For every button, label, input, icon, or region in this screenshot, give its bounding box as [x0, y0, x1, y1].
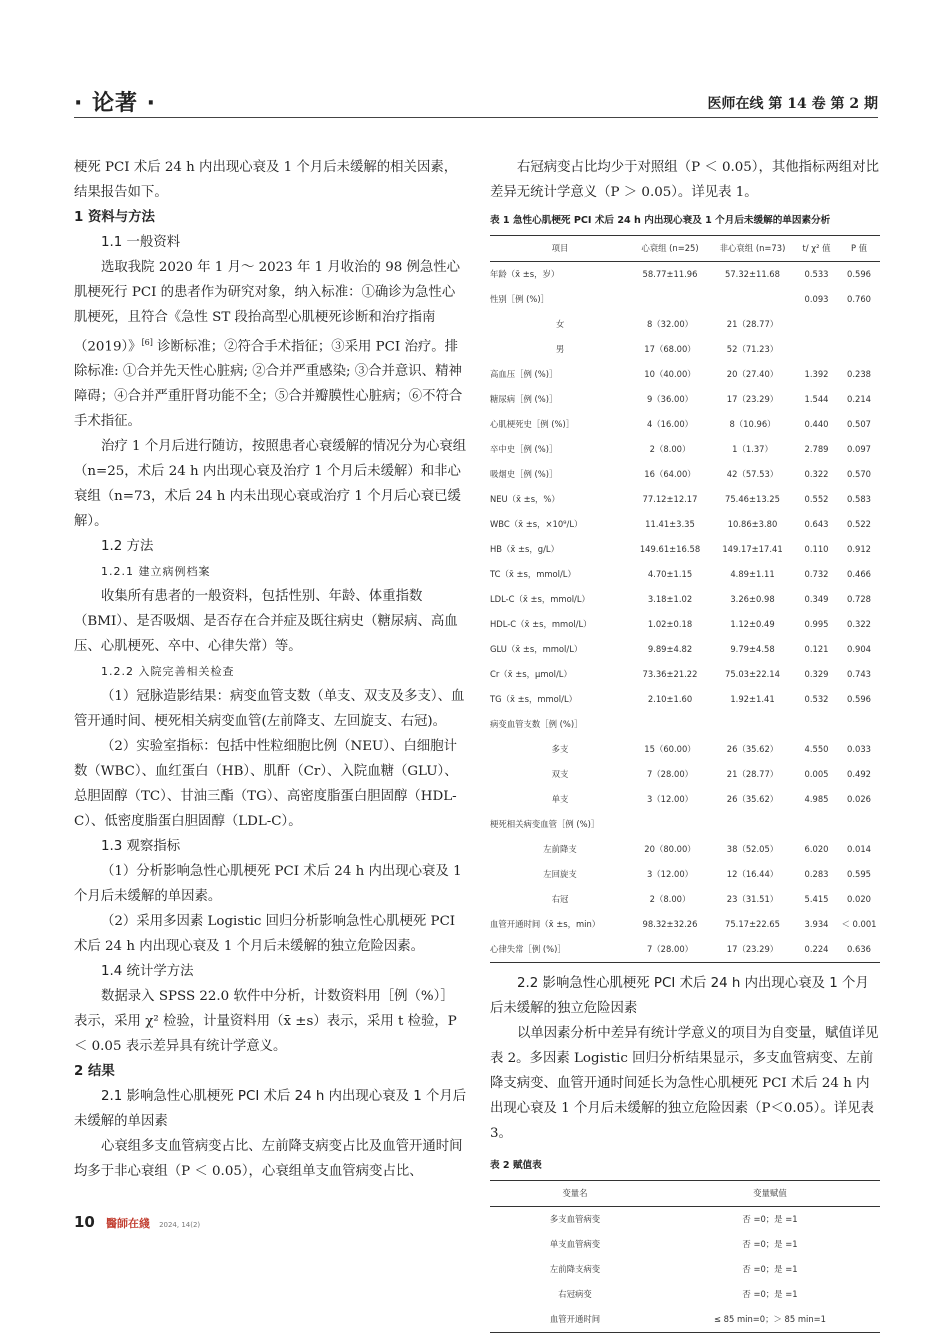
table1-cell: 8（32.00） [646, 319, 694, 329]
table1-cell: 0.596 [847, 694, 871, 704]
table1-cell: 梗死相关病变血管［例 (%)］ [490, 819, 600, 829]
table1-cell: 0.283 [804, 869, 829, 879]
table1-cell [795, 712, 838, 737]
table1-cell: 1.92±1.41 [730, 694, 775, 704]
table1-cell: 0.552 [804, 494, 829, 504]
table2-cell: ≤ 85 min=0；＞ 85 min=1 [713, 1314, 826, 1324]
table1-row [490, 437, 880, 462]
table1-cell: 16（64.00） [644, 469, 696, 479]
table2-cell: 右冠病变 [558, 1289, 592, 1299]
table1-row [490, 712, 880, 737]
table1-cell: 0.238 [847, 369, 871, 379]
table1-row [490, 537, 880, 562]
table1-cell: 0.121 [804, 644, 829, 654]
table1-header: t/ χ² 值 [802, 243, 831, 253]
table1-cell: 8（10.96） [729, 419, 776, 429]
table1-cell: 0.020 [847, 894, 871, 904]
table1-row [490, 262, 880, 288]
table1-cell: 0.760 [847, 294, 871, 304]
table1-cell: 0.583 [847, 494, 871, 504]
section-heading: 1.4 统计学方法 [101, 964, 194, 980]
table1-row [490, 787, 880, 812]
table1-cell: 10.86±3.80 [727, 519, 778, 529]
table1-row [490, 287, 880, 312]
table1-cell: 52（71.23） [726, 344, 779, 354]
table1-cell: 2.789 [804, 444, 829, 454]
table2-cell: 血管开通时间 [549, 1314, 601, 1324]
table1-row [490, 862, 880, 887]
table1-cell: 21（28.77） [726, 319, 779, 329]
table1-cell: 9（36.00） [646, 394, 694, 404]
table1-cell: 0.728 [847, 594, 871, 604]
table1-cell: 0.743 [847, 669, 871, 679]
table1-cell [630, 287, 710, 312]
paragraph: 选取我院 2020 年 1 月～ 2023 年 1 月收治的 98 例急性心肌梗死行 PCI 的患者作为研究对象，纳入标准：①确诊为急性心肌梗死，且符合《急性 ST 段抬高型心肌梗死诊断和治疗指南（2019）》[6] 诊断标准；②符合手术指征；③采用 PCI 治疗。排除标准: ①合并先天性心脏病; ②合并严重感染; ③合并意识、精神障碍；④合并严重肝肾功能不全；⑤合并瓣膜性心脏病；⑥不符合手术指征。 [74, 260, 463, 430]
table1-cell: 15（60.00） [644, 744, 696, 754]
table1-cell: TG（x̄ ±s，mmol/L） [490, 694, 577, 704]
table2-row [490, 1232, 880, 1257]
table1-cell: 2（8.00） [649, 444, 691, 454]
table1-row [490, 687, 880, 712]
table1-cell: 3.18±1.02 [647, 594, 693, 604]
table1-row [490, 612, 880, 637]
section-heading: 2 结果 [74, 1064, 115, 1080]
section-heading: 2.1 影响急性心肌梗死 PCI 术后 24 h 内出现心衰及 1 个月后未缓解的单因素 [74, 1089, 467, 1130]
table1-cell: 0.570 [847, 469, 871, 479]
table2-cell: 左前降支病变 [549, 1264, 601, 1274]
table1-cell: 4.70±1.15 [647, 569, 693, 579]
table1-cell: 3（12.00） [646, 869, 694, 879]
table1-cell: 卒中史［例 (%)］ [490, 444, 558, 454]
table1-row [490, 762, 880, 787]
section-heading: 1.3 观察指标 [101, 839, 181, 855]
journal-issue: 医师在线 第 14 卷 第 2 期 [707, 96, 878, 112]
section-heading: 1 资料与方法 [74, 210, 155, 225]
table1-cell: 9.89±4.82 [647, 644, 693, 654]
table1-cell: 26（35.62） [726, 794, 779, 804]
table1-row [490, 387, 880, 412]
table1-cell: 0.033 [847, 744, 871, 754]
table1-cell: 1.392 [804, 369, 829, 379]
table1-cell: 心律失常［例 (%)］ [490, 944, 566, 954]
table2-cell: 否 =0；是 =1 [742, 1239, 798, 1249]
table1-cell: 7（28.00） [646, 769, 694, 779]
table1-cell: 0.110 [804, 544, 829, 554]
right-column [490, 155, 880, 1333]
table1-cell: 0.492 [847, 769, 871, 779]
issue-info: 2024, 14(2) [159, 1221, 201, 1229]
table1-row [490, 662, 880, 687]
table1-cell: 3.26±0.98 [730, 594, 775, 604]
paragraph: 治疗 1 个月后进行随访，按照患者心衰缓解的情况分为心衰组（n=25，术后 24 h 内出现心衰及治疗 1 个月后未缓解）和非心衰组（n=73，术后 24 h 内未出现心衰或治疗 1 个月后心衰已缓解）。 [74, 439, 467, 530]
table1-cell: 0.322 [804, 469, 829, 479]
table1-row [490, 912, 880, 937]
table1-cell: 17（23.29） [726, 394, 779, 404]
table1-row [490, 412, 880, 437]
table1-row [490, 362, 880, 387]
table2-cell: 多支血管病变 [549, 1214, 601, 1224]
table1-cell [795, 337, 838, 362]
table1-cell: 57.32±11.68 [725, 269, 780, 279]
table1-cell: 2（8.00） [649, 894, 691, 904]
table1-cell: 0.732 [804, 569, 829, 579]
table1-header: 心衰组 (n=25) [641, 243, 699, 253]
table1-cell: 双支 [551, 769, 569, 779]
table1-cell: 心肌梗死史［例 (%)］ [490, 419, 575, 429]
table1-cell: 男 [555, 344, 565, 354]
table1 [490, 235, 880, 963]
table1-cell: 98.32±32.26 [642, 919, 698, 929]
table1-cell [838, 712, 880, 737]
table1-cell: ＜ 0.001 [841, 919, 877, 929]
citation-ref: [6] [141, 338, 153, 347]
table1-cell: 0.005 [804, 769, 829, 779]
table1-cell: 75.03±22.14 [725, 669, 780, 679]
table1-cell [710, 712, 795, 737]
table1-cell: 38（52.05） [726, 844, 779, 854]
table1-cell: 75.17±22.65 [725, 919, 780, 929]
table1-cell: 9.79±4.58 [730, 644, 775, 654]
table1-header: P 值 [850, 243, 868, 253]
table1-cell: 4.550 [804, 744, 829, 754]
table1-row [490, 937, 880, 963]
table1-cell: 21（28.77） [726, 769, 779, 779]
table1-cell [630, 712, 710, 737]
table1-cell: 0.596 [847, 269, 871, 279]
table1-cell: 多支 [551, 744, 569, 754]
section-label: · 论著 · [74, 91, 157, 116]
section-heading: 1.1 一般资料 [101, 235, 181, 250]
table1-cell: 0.466 [847, 569, 871, 579]
table1-row [490, 837, 880, 862]
table1-cell: 4.89±1.11 [730, 569, 775, 579]
table1-row [490, 462, 880, 487]
paragraph: （1）分析影响急性心肌梗死 PCI 术后 24 h 内出现心衰及 1 个月后未缓解的单因素。 [74, 864, 462, 905]
table1-cell: 0.643 [804, 519, 829, 529]
table1-cell [710, 287, 795, 312]
table1-cell: 0.214 [847, 394, 871, 404]
table1-cell: 0.595 [847, 869, 871, 879]
table1-cell: 病变血管支数［例 (%)］ [490, 719, 583, 729]
table1-cell [630, 812, 710, 837]
table1-cell: 高血压［例 (%)］ [490, 369, 558, 379]
journal-logo: 醫師在綫 [105, 1217, 150, 1230]
table1-cell: 性别［例 (%)］ [490, 294, 550, 304]
table1-cell: 4.985 [804, 794, 829, 804]
table1-row [490, 637, 880, 662]
table1-cell: 0.522 [847, 519, 871, 529]
table1-cell: 10（40.00） [644, 369, 696, 379]
table1-cell: 23（31.51） [726, 894, 779, 904]
table1-cell: TC（x̄ ±s，mmol/L） [490, 569, 576, 579]
table1-cell: LDL-C（x̄ ±s，mmol/L） [490, 594, 590, 604]
table2-row [490, 1207, 880, 1233]
table1-cell: 42（57.53） [726, 469, 779, 479]
table2-row [490, 1257, 880, 1282]
table1-cell: 左回旋支 [543, 869, 577, 879]
table1-header-row [490, 236, 880, 262]
table1-cell: 75.46±13.25 [725, 494, 780, 504]
table1-cell: 年龄（x̄ ±s，岁） [490, 269, 560, 279]
table1-cell: 6.020 [804, 844, 829, 854]
table1-cell: 0.995 [804, 619, 829, 629]
table1-cell: 右冠 [551, 894, 569, 904]
table1-cell: 0.636 [847, 944, 871, 954]
table1-cell: 0.026 [847, 794, 871, 804]
table1-cell: 0.097 [847, 444, 871, 454]
table1-cell: 149.17±17.41 [722, 544, 783, 554]
table1-cell: HDL-C（x̄ ±s，mmol/L） [490, 619, 592, 629]
table1-cell [795, 312, 838, 337]
table2-cell: 否 =0；是 =1 [742, 1289, 798, 1299]
section-heading: 1.2.2 入院完善相关检查 [101, 665, 235, 679]
paragraph: 梗死 PCI 术后 24 h 内出现心衰及 1 个月后未缓解的相关因素，结果报告如下。 [74, 160, 458, 200]
table1-cell: 5.415 [804, 894, 829, 904]
table1-cell: 1（1.37） [732, 444, 773, 454]
table1-cell: HB（x̄ ±s，g/L） [490, 544, 559, 554]
table1-cell: 糖尿病［例 (%)］ [490, 394, 558, 404]
table1-cell: 11.41±3.35 [645, 519, 695, 529]
table1-row [490, 487, 880, 512]
left-column [74, 155, 467, 1184]
table1-cell: Cr（x̄ ±s，μmol/L） [490, 669, 572, 679]
paragraph: （2）实验室指标：包括中性粒细胞比例（NEU）、白细胞计数（WBC）、血红蛋白（HB）、肌酐（Cr）、入院血糖（GLU）、总胆固醇（TC）、甘油三酯（TG）、高密度脂蛋白胆固醇（HDL-C）、低密度脂蛋白胆固醇（LDL-C）。 [74, 739, 458, 830]
table1-cell: 0.904 [847, 644, 871, 654]
table1-cell [838, 337, 880, 362]
table1-cell [838, 312, 880, 337]
table1-cell [795, 812, 838, 837]
table2-row [490, 1282, 880, 1307]
table2-cell: 单支血管病变 [549, 1239, 601, 1249]
table1-row [490, 737, 880, 762]
table1-cell: 0.093 [804, 294, 829, 304]
section-heading: 1.2 方法 [101, 539, 154, 555]
paragraph: 以单因素分析中差异有统计学意义的项目为自变量，赋值详见表 2。多因素 Logistic 回归分析结果显示，多支血管病变、左前降支病变、血管开通时间延长为急性心肌梗死 PCI 术后 24 h 内出现心衰及 1 个月后未缓解的独立危险因素（P＜0.05）。详见表 3。 [490, 1026, 879, 1141]
paragraph: （2）采用多因素 Logistic 回归分析影响急性心肌梗死 PCI 术后 24 h 内出现心衰及 1 个月后未缓解的独立危险因素。 [74, 914, 456, 955]
table1-cell: 4（16.00） [646, 419, 694, 429]
table1-cell [838, 812, 880, 837]
table1-header: 非心衰组 (n=73) [719, 243, 786, 253]
table1-row [490, 512, 880, 537]
table1-row [490, 562, 880, 587]
table1-row [490, 812, 880, 837]
table1-cell: 1.544 [804, 394, 829, 404]
table1-cell: 0.532 [804, 694, 829, 704]
table1-cell: GLU（x̄ ±s，mmol/L） [490, 644, 583, 654]
table1-cell [710, 812, 795, 837]
page-footer [74, 1212, 200, 1231]
section-heading: 1.2.1 建立病例档案 [101, 565, 211, 579]
table1-cell: WBC（x̄ ±s，×10⁹/L） [490, 519, 583, 529]
table2-cell: 否 =0；是 =1 [742, 1264, 798, 1274]
table2-cell: 否 =0；是 =1 [742, 1214, 798, 1224]
table1-cell: 左前降支 [543, 844, 577, 854]
table1-caption: 表 1 急性心肌梗死 PCI 术后 24 h 内出现心衰及 1 个月后未缓解的单因素分析 [490, 215, 831, 226]
table2-caption: 表 2 赋值表 [490, 1160, 542, 1171]
table1-cell: 女 [555, 319, 565, 329]
table2-header: 变量名 [562, 1188, 588, 1198]
page-number: 10 [74, 1213, 95, 1231]
paragraph: 收集所有患者的一般资料，包括性别、年龄、体重指数（BMI）、是否吸烟、是否存在合并症及既往病史（糖尿病、高血压、心肌梗死、卒中、心律失常）等。 [74, 589, 458, 655]
paragraph: 心衰组多支血管病变占比、左前降支病变占比及血管开通时间均多于非心衰组（P ＜ 0.05），心衰组单支血管病变占比、 [74, 1139, 463, 1180]
table1-cell: 26（35.62） [726, 744, 779, 754]
table1-cell: 17（23.29） [726, 944, 779, 954]
table1-cell: 吸烟史［例 (%)］ [490, 469, 558, 479]
table1-cell: 3（12.00） [646, 794, 694, 804]
table1-cell: NEU（x̄ ±s，%） [490, 494, 560, 504]
table1-row [490, 312, 880, 337]
table1-cell: 149.61±16.58 [639, 544, 701, 554]
table1-cell: 0.014 [847, 844, 871, 854]
table1-cell: 0.224 [804, 944, 829, 954]
table1-cell: 0.329 [804, 669, 829, 679]
table1-cell: 20（80.00） [644, 844, 696, 854]
table1-cell: 17（68.00） [644, 344, 696, 354]
table1-row [490, 587, 880, 612]
table1-cell: 20（27.40） [726, 369, 779, 379]
table1-cell: 0.533 [804, 269, 829, 279]
section-heading: 2.2 影响急性心肌梗死 PCI 术后 24 h 内出现心衰及 1 个月后未缓解的独立危险因素 [490, 976, 869, 1016]
table1-cell: 7（28.00） [646, 944, 694, 954]
table2-header: 变量赋值 [753, 1188, 787, 1198]
table1-cell: 0.322 [847, 619, 871, 629]
table1-cell: 1.02±0.18 [647, 619, 693, 629]
table1-row [490, 887, 880, 912]
table1-cell: 血管开通时间（x̄ ±s，min） [490, 919, 601, 929]
table1-cell: 0.349 [804, 594, 829, 604]
header-rule [74, 117, 878, 118]
paragraph: 数据录入 SPSS 22.0 软件中分析，计数资料用［例（%）］表示，采用 χ² 检验，计量资料用（x̄ ±s）表示，采用 t 检验，P ＜ 0.05 表示差异具有统计学意义。 [74, 989, 457, 1055]
table1-cell: 0.507 [847, 419, 871, 429]
table1-cell: 12（16.44） [726, 869, 779, 879]
table1-cell: 58.77±11.96 [642, 269, 698, 279]
table1-header: 项目 [551, 243, 569, 253]
table1-cell: 0.440 [804, 419, 829, 429]
table2-row [490, 1307, 880, 1333]
paragraph: 右冠病变占比均少于对照组（P ＜ 0.05），其他指标两组对比差异无统计学意义（P ＞ 0.05）。详见表 1。 [490, 160, 880, 200]
table2 [490, 1180, 880, 1333]
table1-cell: 3.934 [804, 919, 829, 929]
table1-cell: 2.10±1.60 [647, 694, 693, 704]
paragraph: （1）冠脉造影结果：病变血管支数（单支、双支及多支）、血管开通时间、梗死相关病变血管(左前降支、左回旋支、右冠)。 [74, 689, 465, 730]
table2-header-row [490, 1181, 880, 1207]
table1-cell: 77.12±12.17 [642, 494, 698, 504]
table1-cell: 单支 [551, 794, 569, 804]
table1-cell: 0.912 [847, 544, 871, 554]
table1-row [490, 337, 880, 362]
table1-cell: 73.36±21.22 [642, 669, 698, 679]
table1-cell: 1.12±0.49 [730, 619, 775, 629]
